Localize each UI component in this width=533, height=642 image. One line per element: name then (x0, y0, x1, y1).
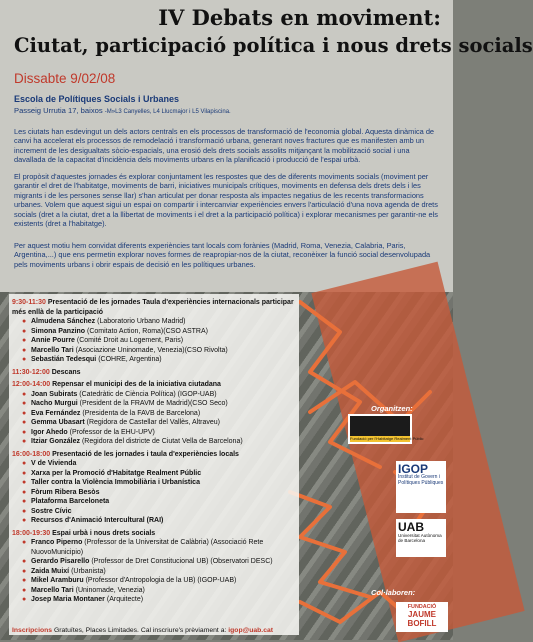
speaker-detail: (Regidora de Castellar del Vallès, Altraveu) (86, 419, 220, 427)
address-metro: -M»L3 Canyelles, L4 Llucmajor i L5 Vilapiscina. (104, 109, 231, 115)
jaume-logo-line: FUNDACIÓ (407, 604, 437, 610)
speaker-name: Almudena Sánchez (31, 318, 96, 326)
speaker-name: Joan Subirats (31, 390, 78, 398)
speaker-name: Gemma Ubasart (31, 419, 85, 427)
organization-name: Recursos d'Animació Intercultural (RAI) (31, 517, 164, 525)
organizers-label: Organitzen: (371, 404, 413, 413)
fundacio-jaume-bofill-logo (396, 602, 448, 632)
slot-title: Descans (51, 368, 81, 376)
slot-time: 11:30-12:00 (12, 368, 50, 376)
venue-address (14, 106, 231, 115)
slot-time: 12:00-14:00 (12, 381, 51, 389)
speaker-name: Marcello Tari (31, 346, 74, 354)
igop-logo (396, 461, 446, 513)
speaker-detail: (Professor de Dret Constitucional UB) (Observatori DESC) (91, 558, 273, 566)
organization-name: Taller contra la Violència Immobiliària i Urbanística (31, 479, 200, 487)
speaker-detail: (Professor d'Antropologia de la UB) (IGOP-UAB) (85, 577, 237, 585)
uab-name: Universitat Autònoma de Barcelona (398, 533, 442, 544)
list-item (22, 327, 298, 337)
slot-title: Espai urbà i nous drets socials (52, 529, 156, 537)
intro-paragraph: El propòsit d'aquestes jornades és explorar conjuntament les respostes que des de diferents moviments socials (moviment per garantir el dret de l'habitatge, moviments de barri, iniciatives municipals crítiques, moviments en defensa dels drets dels i les migrants i de les persones sense llar) s'han articulat per donar resposta als impactes negatius de les recents transformacions urbanes. Volem que aquest sigui un espai on compartir i intercanviar experiències envers l'articulació d'una nova agenda de drets socials (dret a la ciutat, dret a la llibertat de moviments i el dret a la participació política) i explorar mecanismes per garantir-ne els existents (dret a l'habitatge). (14, 172, 438, 229)
schedule-slot (12, 368, 298, 378)
schedule-slot (12, 450, 298, 526)
list-item (22, 488, 298, 498)
intro-paragraph: Per aquest motiu hem convidat diferents experiències tant locals com forànies (Madrid, Roma, Venezia, Calabria, Paris, Argentina,...) que ens permetin explorar noves formes de reapropiar-nos de la ciutat, reconèixer la funció social desenvolupada pels moviments urbans i obrir espais de decisió en les polítiques urbanes. (14, 241, 431, 269)
list-item (22, 317, 298, 327)
speaker-detail: (Uninomade, Venezia) (75, 586, 145, 594)
list-item (22, 497, 298, 507)
registration-text: Gratuïtes, Places Limitades. Cal inscriure's prèviament a: (53, 627, 227, 634)
speaker-detail: (Comité Droit au Logement, Paris) (76, 337, 184, 345)
list-item (22, 507, 298, 517)
speaker-detail: (Regidora del districte de Ciutat Vella de Barcelona) (81, 438, 243, 446)
list-item (22, 538, 298, 557)
uab-logo (396, 519, 446, 557)
uab-acronym: UAB (398, 520, 424, 534)
speaker-detail: (Catedràtic de Ciència Política) (IGOP-UAB) (79, 390, 217, 398)
speaker-name: Gerardo Pisarello (31, 558, 90, 566)
list-item (22, 557, 298, 567)
list-item (22, 478, 298, 488)
list-item (22, 399, 298, 409)
speaker-name: Annie Pourre (31, 337, 75, 345)
igop-name: Institut de Govern i Polítiques Públiques (398, 474, 444, 486)
speaker-detail: (Presidenta de la FAVB de Barcelona) (82, 409, 201, 417)
page-title: IV Debats en moviment: (158, 5, 441, 30)
list-item (22, 595, 298, 605)
list-item (22, 516, 298, 526)
speaker-name: Eva Fernández (31, 409, 81, 417)
speaker-name: Franco Piperno (31, 539, 83, 547)
speaker-detail: (Professor de la Universitat de Calàbria) (Associació Rete NuovoMunicipio) (31, 539, 264, 556)
organization-name: Plataforma Barceloneta (31, 498, 110, 506)
speaker-detail: (Asociazione Uninomade, Venezia)(CSO Rivolta) (75, 346, 228, 354)
organization-name: Xarxa per la Promoció d'Habitatge Realment Públic (31, 469, 202, 477)
list-item (22, 355, 298, 365)
registration-note (12, 627, 273, 634)
speaker-list (22, 390, 298, 447)
list-item (22, 346, 298, 356)
list-item (22, 418, 298, 428)
speaker-list (22, 317, 298, 365)
venue-name: Escola de Polítiques Socials i Urbanes (14, 94, 180, 104)
organization-list (22, 459, 298, 526)
organization-name: Sostre Cívic (31, 507, 72, 515)
list-item (22, 336, 298, 346)
schedule-slot (12, 298, 298, 365)
collaborators-label: Col·laboren: (371, 588, 416, 597)
slot-time: 16:00-18:00 (12, 450, 51, 458)
jaume-logo-line: BOFILL (407, 619, 437, 629)
speaker-name: Josep Maria Montaner (31, 596, 105, 604)
slot-title: Presentació de les jornades Taula d'experiències internacionals participar més enllà de la participació (12, 299, 294, 316)
address-street: Passeig Urrutia 17, baixos (14, 106, 103, 115)
speaker-name: Mikel Aramburu (31, 577, 84, 585)
speaker-name: Nacho Murgui (31, 400, 78, 408)
speaker-detail: (Urbanista) (71, 567, 106, 575)
registration-label: Inscripcions (12, 627, 53, 634)
list-item (22, 390, 298, 400)
speaker-name: Igor Ahedo (31, 428, 68, 436)
speaker-detail: (Comitato Action, Roma)(CSO ASTRA) (87, 327, 208, 335)
list-item (22, 586, 298, 596)
list-item (22, 459, 298, 469)
slot-title: Repensar el municipi des de la iniciativa ciutadana (52, 381, 221, 389)
list-item (22, 437, 298, 447)
slot-time: 18:00-19:30 (12, 529, 51, 537)
list-item (22, 567, 298, 577)
fundacio-habitatge-logo (348, 414, 424, 444)
schedule (12, 298, 298, 605)
speaker-detail: (President de la FRAVM de Madrid)(CSO Seco) (79, 400, 228, 408)
intro-paragraph: Les ciutats han esdevingut un dels actors centrals en els processos de transformació de l'economia global. Aquesta dinàmica de canvi ha accelerat els processos de remodelació i transformació urbana, generant noves fractures que es manifesten amb un increment de les desigualtats sòcio-espacials, una erosió dels drets socials assolits mitjançant la mobilització social i una davallada de la capacitat d'incidència dels moviments urbans en la planificació i producció de l'espai urbà. (14, 127, 435, 165)
slot-title: Presentació de les jornades i taula d'experiències locals (52, 450, 239, 458)
jaume-logo-line: JAUME (407, 610, 436, 620)
speaker-list (22, 538, 298, 605)
organization-name: V de Vivienda (31, 460, 77, 468)
speaker-detail: (Arquitecte) (106, 596, 144, 604)
speaker-name: Simona Panzino (31, 327, 86, 335)
speaker-name: Itziar González (31, 438, 81, 446)
schedule-slot (12, 529, 298, 605)
event-date: Dissabte 9/02/08 (14, 71, 116, 86)
fundacio-logo-caption: Fundació per l'Habitatge Realment Públic (350, 436, 424, 441)
speaker-detail: (Laboratorio Urbano Madrid) (97, 318, 186, 326)
list-item (22, 469, 298, 479)
list-item (22, 576, 298, 586)
schedule-slot (12, 380, 298, 447)
list-item (22, 428, 298, 438)
page-subtitle: Ciutat, participació política i nous drets socials (14, 34, 533, 57)
speaker-name: Marcello Tari (31, 586, 74, 594)
speaker-name: Sebastián Tedesqui (31, 356, 97, 364)
speaker-detail: (COHRE, Argentina) (98, 356, 162, 364)
slot-time: 9:30-11:30 (12, 299, 46, 306)
speaker-detail: (Professor de la EHU-UPV) (69, 428, 155, 436)
registration-email-link[interactable]: igop@uab.cat (228, 627, 274, 634)
igop-acronym: IGOP (398, 462, 429, 476)
speaker-name: Zaida Muixí (31, 567, 70, 575)
list-item (22, 409, 298, 419)
organization-name: Fòrum Ribera Besòs (31, 488, 100, 496)
